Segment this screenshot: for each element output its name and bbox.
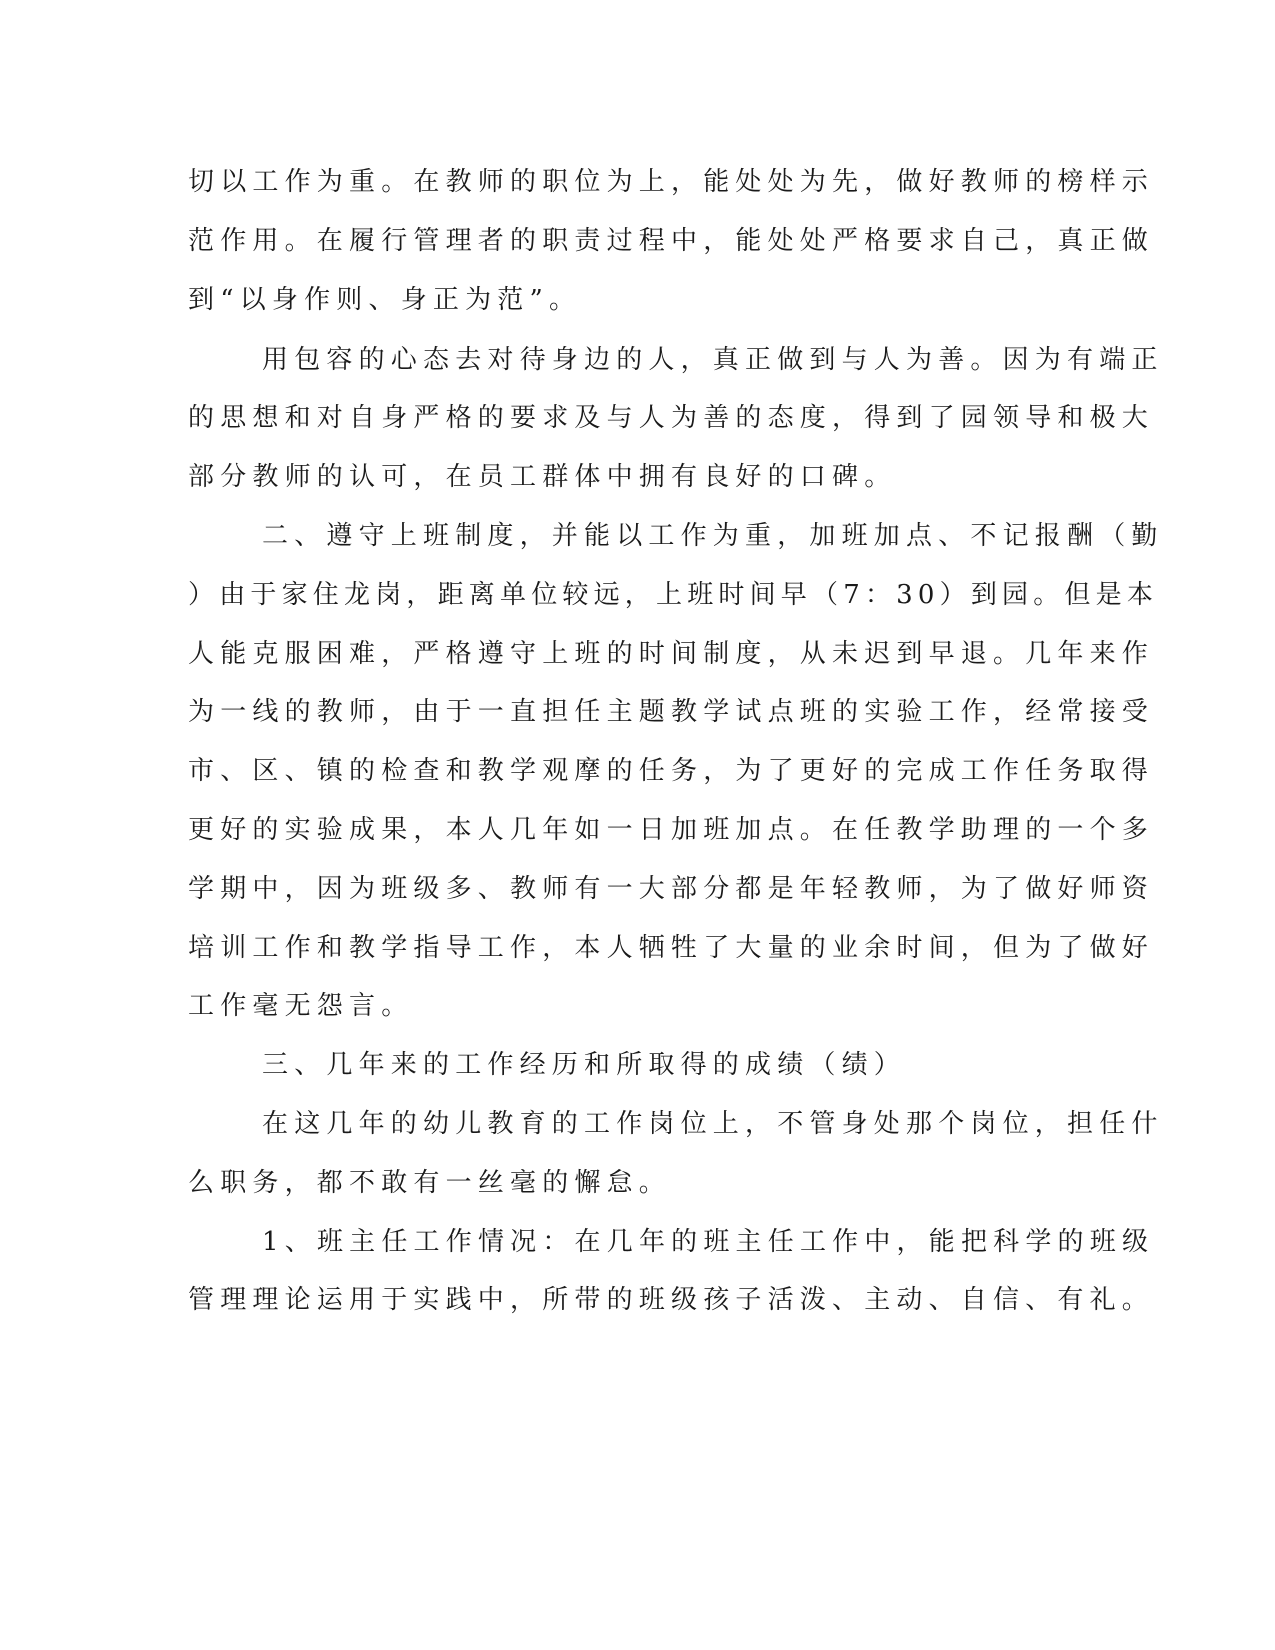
text-line: 的思想和对自身严格的要求及与人为善的态度，得到了园领导和极大 [188,403,1155,433]
section-heading-line: 三、几年来的工作经历和所取得的成绩（绩） [262,1050,907,1080]
text-line: ）由于家住龙岗，距离单位较远，上班时间早（7：30）到园。但是本 [188,580,1159,610]
text-line: 切以工作为重。在教师的职位为上，能处处为先，做好教师的榜样示 [188,167,1155,197]
text-line: 为一线的教师，由于一直担任主题教学试点班的实验工作，经常接受 [188,697,1155,727]
text-line: 到“以身作则、身正为范”。 [188,285,582,315]
list-item-line: 1、班主任工作情况：在几年的班主任工作中，能把科学的班级 [262,1227,1155,1257]
text-line: 更好的实验成果，本人几年如一日加班加点。在任教学助理的一个多 [188,815,1155,845]
paragraph-start-line: 用包容的心态去对待身边的人，真正做到与人为善。因为有端正 [262,345,1164,375]
text-line: 学期中，因为班级多、教师有一大部分都是年轻教师，为了做好师资 [188,874,1155,904]
section-heading-line: 二、遵守上班制度，并能以工作为重，加班加点、不记报酬（勤 [262,521,1164,551]
text-line: 培训工作和教学指导工作，本人牺牲了大量的业余时间，但为了做好 [188,933,1155,963]
text-line: 范作用。在履行管理者的职责过程中，能处处严格要求自己，真正做 [188,226,1155,256]
text-line: 部分教师的认可，在员工群体中拥有良好的口碑。 [188,462,897,492]
paragraph-start-line: 在这几年的幼儿教育的工作岗位上，不管身处那个岗位，担任什 [262,1109,1164,1139]
text-line: 工作毫无怨言。 [188,991,414,1021]
text-line: 管理理论运用于实践中，所带的班级孩子活泼、主动、自信、有礼。 [188,1285,1155,1315]
text-line: 么职务，都不敢有一丝毫的懈怠。 [188,1168,672,1198]
text-line: 市、区、镇的检查和教学观摩的任务，为了更好的完成工作任务取得 [188,756,1155,786]
text-line: 人能克服困难，严格遵守上班的时间制度，从未迟到早退。几年来作 [188,639,1155,669]
